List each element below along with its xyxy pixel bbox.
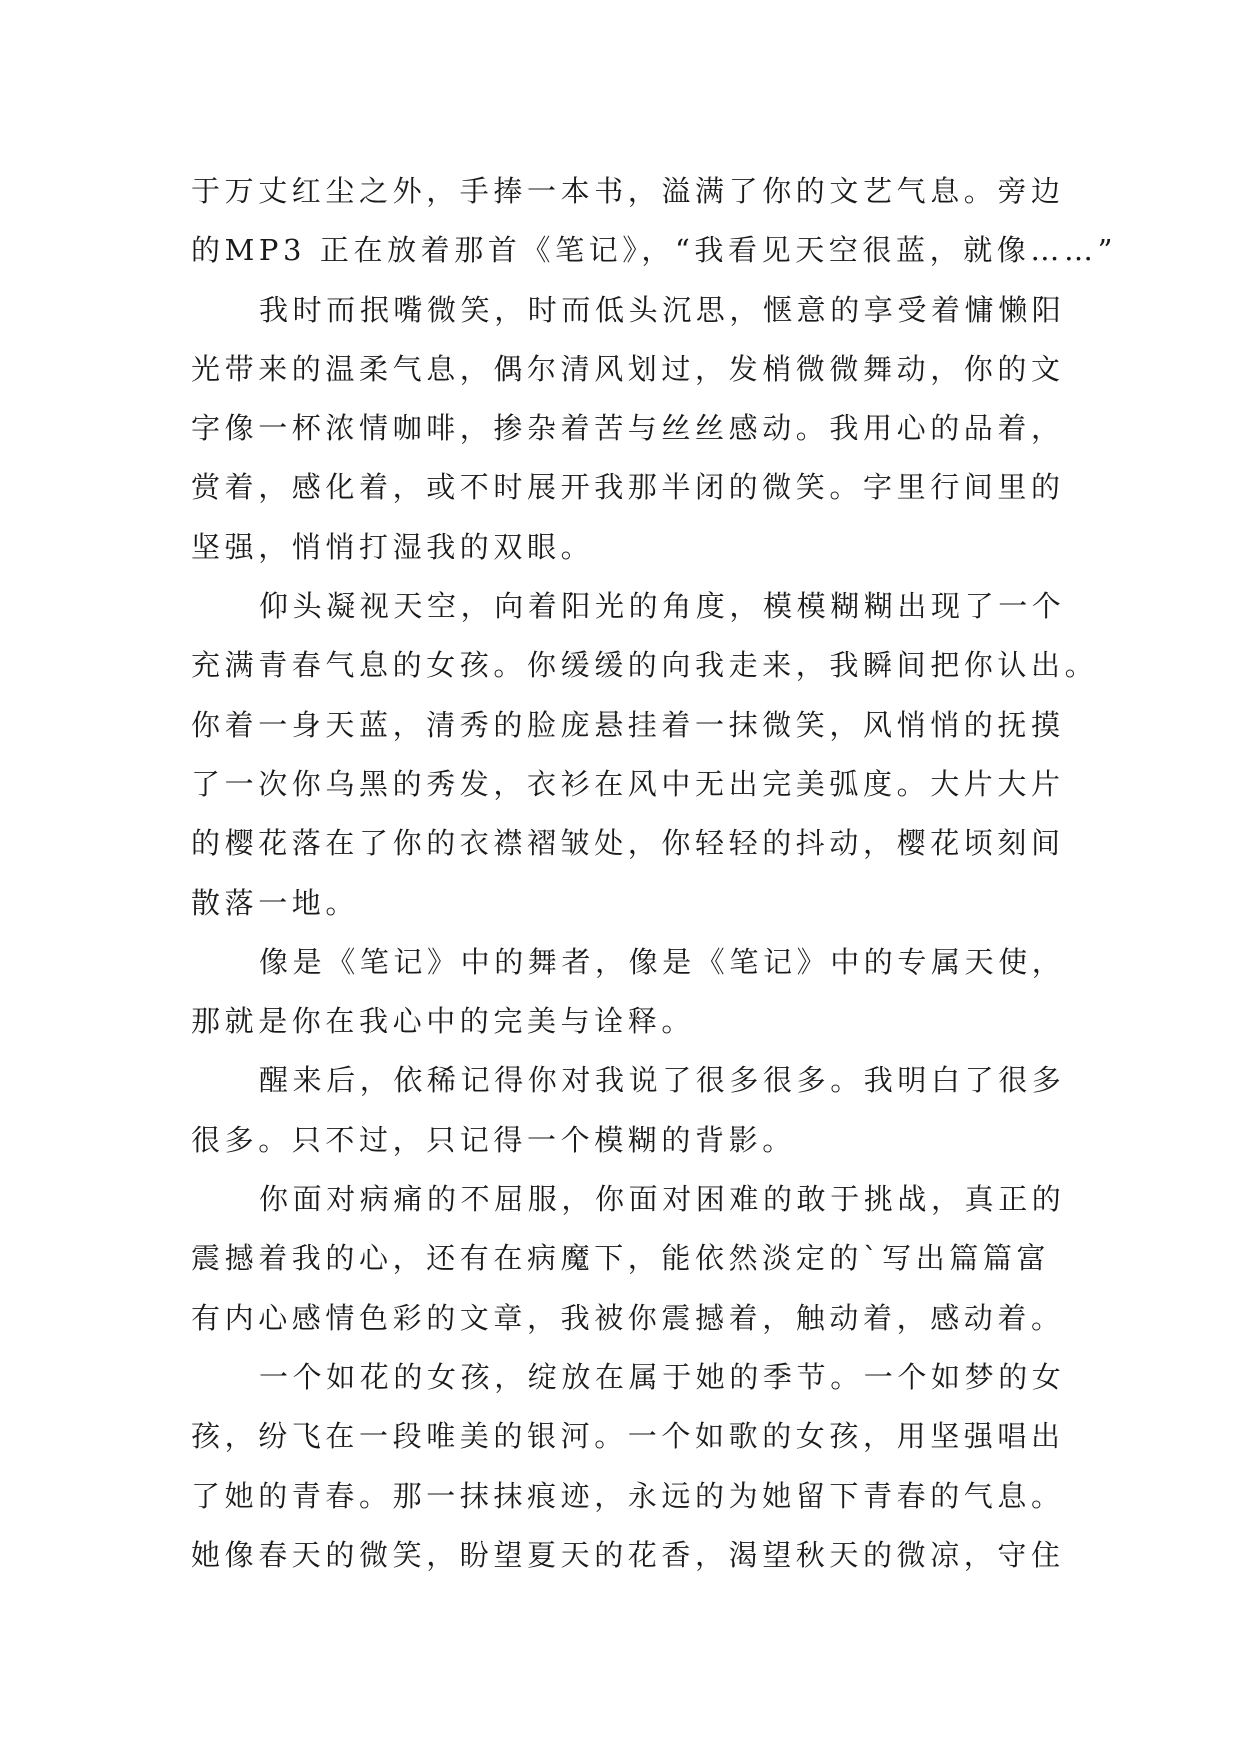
text-line: 像是《笔记》中的舞者，像是《笔记》中的专属天使， (259, 944, 1066, 979)
text-line: 一个如花的女孩，绽放在属于她的季节。一个如梦的女 (259, 1359, 1066, 1394)
text-line: 孩，纷飞在一段唯美的银河。一个如歌的女孩，用坚强唱出 (191, 1419, 1065, 1454)
text-line: 醒来后，依稀记得你对我说了很多很多。我明白了很多 (259, 1063, 1066, 1098)
text-line: 你着一身天蓝，清秀的脸庞悬挂着一抹微笑，风悄悄的抚摸 (191, 707, 1065, 742)
text-line: 赏着，感化着，或不时展开我那半闭的微笑。字里行间里的 (191, 470, 1065, 505)
text-line: 我时而抿嘴微笑，时而低头沉思，惬意的享受着慵懒阳 (259, 292, 1066, 327)
text-line: 光带来的温柔气息，偶尔清风划过，发梢微微舞动，你的文 (191, 351, 1065, 386)
text-line: 那就是你在我心中的完美与诠释。 (191, 1004, 696, 1039)
text-line: 很多。只不过，只记得一个模糊的背影。 (191, 1122, 796, 1157)
text-line: 了一次你乌黑的秀发，衣衫在风中无出完美弧度。大片大片 (191, 766, 1065, 801)
text-line: 她像春天的微笑，盼望夏天的花香，渴望秋天的微凉，守住 (191, 1537, 1065, 1572)
text-line: 震撼着我的心，还有在病魔下，能依然淡定的`写出篇篇富 (191, 1241, 1051, 1276)
text-line: 仰头凝视天空，向着阳光的角度，模模糊糊出现了一个 (259, 589, 1066, 624)
text-line: 于万丈红尘之外，手捧一本书，溢满了你的文艺气息。旁边 (191, 174, 1065, 208)
text-line: 的樱花落在了你的衣襟褶皱处，你轻轻的抖动，樱花顷刻间 (191, 826, 1065, 861)
text-line: 有内心感情色彩的文章，我被你震撼着，触动着，感动着。 (191, 1300, 1065, 1335)
text-line: 你面对病痛的不屈服，你面对困难的敢于挑战，真正的 (259, 1182, 1066, 1217)
body-text (191, 162, 1118, 1585)
text-line: 散落一地。 (191, 885, 360, 920)
text-line: 字像一杯浓情咖啡，掺杂着苦与丝丝感动。我用心的品着， (191, 411, 1065, 446)
text-line: 充满青春气息的女孩。你缓缓的向我走来，我瞬间把你认出。 (191, 648, 1099, 683)
text-line: 了她的青春。那一抹抹痕迹，永远的为她留下青春的气息。 (191, 1478, 1065, 1513)
text-line: 坚强，悄悄打湿我的双眼。 (191, 529, 595, 564)
text-line: 的MP3 正在放着那首《笔记》，“我看见天空很蓝，就像……” (191, 233, 1118, 268)
